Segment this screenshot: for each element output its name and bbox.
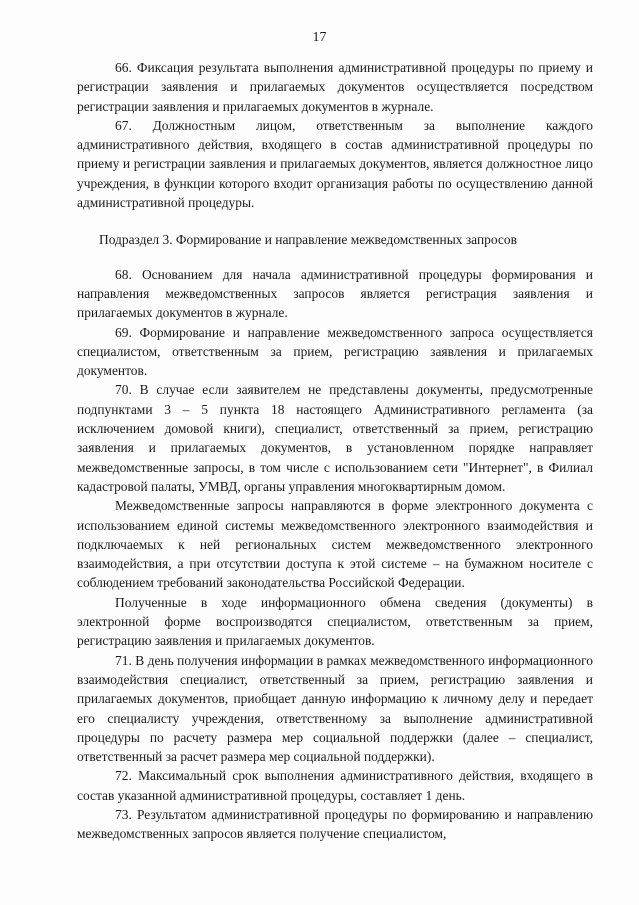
paragraph-68: 68. Основанием для начала административной процедуры формирования и направления межведомственных запросов является регистрация заявления и прилагаемых документов в журнале. xyxy=(77,266,593,321)
paragraph-interagency-requests: Межведомственные запросы направляются в форме электронного документа с использованием единой системы межведомственного электронного взаимодействия и подключаемых к ней региональных систем межведомственного электронного взаимодействия, а при отсутствии доступа к этой системе – на бумажном носителе с соблюдением требований законодательства Российской Федерации. xyxy=(77,498,593,591)
paragraph-72: 72. Максимальный срок выполнения административного действия, входящего в состав указанной административной процедуры, составляет 1 день. xyxy=(77,768,593,803)
paragraph-69: 69. Формирование и направление межведомственного запроса осуществляется специалистом, ответственным за прием, регистрацию заявления и прилагаемых документов. xyxy=(77,324,593,379)
paragraph-66: 66. Фиксация результата выполнения административной процедуры по приему и регистрации заявления и прилагаемых документов осуществляется посредством регистрации заявления и прилагаемых документов в журнале. xyxy=(77,60,593,114)
document-body xyxy=(77,58,593,844)
paragraph-73: 73. Результатом административной процедуры по формированию и направлению межведомственных запросов является получение специалистом, xyxy=(77,806,593,842)
page-number: 17 xyxy=(312,30,327,45)
subsection-heading: Подраздел 3. Формирование и направление межведомственных запросов xyxy=(99,232,517,248)
paragraph-70: 70. В случае если заявителем не представлены документы, предусмотренные подпунктами 3 – 5 пункта 18 настоящего Административного регламента (за исключением домовой книги), специалист, ответственный за прием, регистрацию заявления и прилагаемых документов, в установленном порядке направляет межведомственные запросы, в том числе с использованием сети "Интернет", в Филиал кадастровой палаты, УМВД, органы управления многоквартирным домом. xyxy=(77,382,593,494)
paragraph-67: 67. Должностным лицом, ответственным за выполнение каждого административного действия, входящего в состав административной процедуры по приему и регистрации заявления и прилагаемых документов, является должностное лицо учреждения, в функции которого входит организация работы по осуществлению данной административной процедуры. xyxy=(77,117,593,211)
paragraph-received-info: Полученные в ходе информационного обмена сведения (документы) в электронной форме воспроизводятся специалистом, ответственным за прием, регистрацию заявления и прилагаемых документов. xyxy=(77,594,593,649)
paragraph-71: 71. В день получения информации в рамках межведомственного информационного взаимодействия специалист, ответственный за прием, регистрацию заявления и прилагаемых документов, приобщает данную информацию к личному делу и передает его специалисту учреждения, ответственному за выполнение административной процедуры по расчету размера мер социальной поддержки (далее – специалист, ответственный за расчет размера мер социальной поддержки). xyxy=(77,652,593,765)
